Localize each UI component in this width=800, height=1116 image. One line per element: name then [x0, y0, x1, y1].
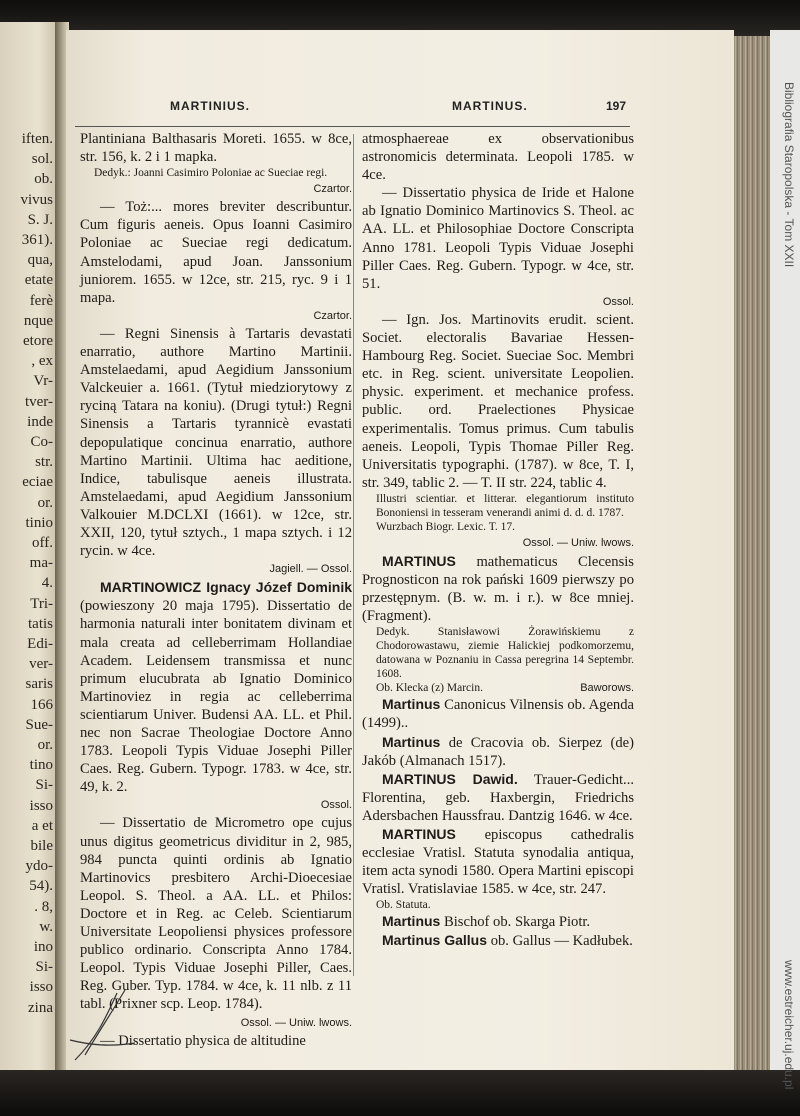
- left-page-fragment: ydo-: [25, 858, 53, 875]
- left-page-fragment: str.: [35, 454, 53, 471]
- left-page-fragment: . 8,: [34, 898, 53, 915]
- entry-text: ob. Gallus — Kadłubek.: [490, 933, 633, 950]
- left-page-fragment: tino: [29, 757, 53, 774]
- library-sigla: Jagiell. — Ossol.: [269, 563, 352, 576]
- running-head-center: MARTINUS.: [452, 99, 528, 113]
- entry-text: mathematicus Clecensis Prognosticon na rok pański 1609 pierwszy po przestępnym. (B. w. m. i r.). w 8ce mniej. (Fragment).: [362, 553, 634, 625]
- left-page-fragment: w.: [39, 918, 53, 935]
- left-page-fragment: ino: [33, 939, 53, 955]
- left-page-fragment: 361).: [21, 232, 53, 248]
- side-label-title: Bibliografia Staropolska - Tom XXII: [782, 82, 796, 268]
- left-page-fragment: nque: [23, 312, 53, 329]
- library-sigla: Ossol. — Uniw. lwows.: [240, 1016, 352, 1029]
- entry-heading: Martinus: [382, 696, 441, 713]
- entry-text: atmosphaereae ex observationibus astronomicis determinata. Leopoli 1785. w 4ce.: [362, 131, 634, 184]
- dedication: Dedyk. Stanisławowi Żorawińskiemu z Chodorowastawu, ziemie Halickiej podkomorzemu, datowana w Poznaniu in Cassa peregrina 14 Septembr. 1608.: [376, 626, 634, 681]
- left-page-fragment: ferè: [29, 292, 53, 309]
- left-page-fragment: Vr-: [33, 373, 53, 390]
- reference: Wurzbach Biogr. Lexic. T. 17.: [376, 520, 515, 533]
- library-sigla: Ossol. — Uniw. lwows.: [522, 536, 634, 549]
- entry-heading: MARTINUS: [382, 552, 456, 569]
- library-sigla: Czartor.: [313, 309, 352, 322]
- left-page-fragment: Si-: [35, 777, 53, 794]
- left-page-fragment: Tri-: [30, 595, 53, 612]
- entry-text: — Regni Sinensis à Tartaris devastati enarratio, authore Martino Martinii. Amstelaedami, apud Aegidium Janssonium Valckeuier a. 1661. (Tytuł miedziorytowy z ryciną Tatara na koniu). (Drugi tytuł:) Regni Sinensis a Tartaris tyrannicè evastati depopulatique concinua enarratio, authore Martino Martinii. Ultima hac aeditione, Indice, tabulisque aeneis illustrata. Amstelaedami, apud Aegidium Janssonium Valkouier M.DCLXI (1661). w 12ce, str. XXII, 120, tytuł sztych., 1 mapa sztych. i 12 rycin. w 4ce.: [80, 325, 352, 560]
- page-number: 197: [606, 99, 627, 113]
- reference: Ob. Klecka (z) Marcin.: [376, 682, 483, 695]
- column-left: [80, 130, 352, 1050]
- library-sigla: Czartor.: [313, 183, 352, 196]
- left-page-fragment: qua,: [27, 252, 53, 269]
- side-label-url: www.estreicher.uj.edu.pl: [782, 960, 796, 1090]
- left-page-fragment: 54).: [29, 878, 53, 895]
- dedication: Dedyk.: Joanni Casimiro Poloniae ac Sueciae regi.: [94, 167, 328, 180]
- left-page-fragment: ver-: [29, 656, 53, 673]
- left-page-fragment: off.: [32, 535, 53, 551]
- left-page-fragment: inde: [27, 413, 53, 430]
- left-page-fragment: tver-: [24, 393, 53, 410]
- header-rule: [75, 126, 630, 127]
- entry-text: episcopus cathedralis ecclesiae Vratisl. Statuta synodalia antiqua, item acta synodi 1580. Opera Martini episcopi Vratisl. Vratislaviae 1585. w 4ce, str. 247.: [362, 827, 634, 898]
- reference: Ob. Statuta.: [376, 899, 431, 912]
- left-page-fragment: isso: [29, 979, 53, 996]
- entry-heading: Martinus Gallus: [382, 932, 488, 949]
- left-page-fragment: iften.: [21, 131, 53, 147]
- left-page-fragment: zina: [28, 999, 53, 1016]
- left-page-fragment: sol.: [31, 151, 53, 168]
- left-page-fragment: vivus: [20, 191, 53, 208]
- running-head-left: MARTINIUS.: [170, 99, 250, 113]
- book-background-bottom: [0, 1070, 800, 1116]
- library-sigla: Ossol.: [602, 295, 634, 308]
- left-page-fragment: tinio: [25, 514, 53, 531]
- left-page-fragment: isso: [29, 797, 53, 814]
- left-facing-page: [0, 22, 55, 1070]
- left-page-fragment: Si-: [35, 959, 53, 976]
- left-page-fragment: ob.: [34, 171, 53, 188]
- entry-text: — Dissertatio physica de altitudine: [100, 1032, 306, 1049]
- left-page-fragment: tatis: [28, 615, 53, 632]
- entry-text: Plantiniana Balthasaris Moreti. 1655. w 8ce, str. 156, k. 2 i 1 mapka.: [80, 131, 352, 166]
- left-page-fragment: or.: [37, 494, 53, 511]
- entry-text: — Dissertatio de Micrometro ope cujus unus digitus geometricus dividitur in 2, 985, 984 puncta quinti ordinis ab Ignatio Martinovics presbitero Archi-Dioecesiae Leopol. S. Theol. a AA. LL. et Philos: Doctore et in Reg. ac Celeb. Scientiarum Universitate Leopoliensi physices professore publico ordinario. Conscripta Anno 1784. Leopol. Typis Viduae Josephi Piller, Caes. Reg. Guber. Typ. 1784. w 4ce, k. 11 nlb. z 11 tabl. (Prixner scp. Leop. 1784).: [80, 815, 352, 1013]
- entry-text: Bischof ob. Skarga Piotr.: [444, 914, 591, 931]
- entry-text: — Toż:... mores breviter describuntur. Cum figuris aeneis. Opus Ioanni Casimiro Poloniae ac Sueciae regi dedicatum. Amstelodami, apud Joan. Janssonium juniorem. 1655. w 12ce, str. 215, ryc. 9 i 1 mapa.: [80, 199, 352, 306]
- left-page-fragment: a et: [31, 817, 53, 834]
- entry-text: Canonicus Vilnensis ob. Agenda (1499)..: [362, 697, 634, 732]
- left-page-fragment: bile: [30, 838, 53, 854]
- entry-text: (powieszony 20 maja 1795). Dissertatio de harmonia naturali inter bonitatem divinam et mala creata ad celleberrimam Hollandiae Academ. Leidensem transmissa et nunc primum elucubrata ab Ignatio Dominico Martinoviez in regia ac celleberrima scientiarum Univer. Budensi AA. LL. et Phil. nec non Sacrae Theologiae Doctore Anno 1783. Leopoli Typis Viduae Josephi Piller Caes. Reg. Gubern. Typogr. 1783. w 4ce, str. 49, k. 2.: [80, 598, 352, 796]
- left-page-fragment: S. J.: [27, 211, 53, 228]
- reference-line: [376, 681, 634, 695]
- library-sigla: Baworows.: [580, 682, 634, 695]
- library-sigla: Ossol.: [320, 799, 352, 812]
- dedication: Illustri scientiar. et litterar. elegantiorum instituto Bononiensi in tesseram venerandi animi d. d. d. 1787.: [376, 492, 634, 519]
- left-page-fragment: Sue-: [25, 716, 53, 733]
- left-page-fragment: etate: [24, 272, 53, 289]
- left-page-fragment: eciae: [22, 474, 53, 491]
- page-edges: [734, 36, 770, 1070]
- entry-text: — Ign. Jos. Martinovits erudit. scient. Societ. electoralis Bavariae Hessen-Hambourg Reg. Societ. Sueciae Soc. Membri etc. in Reg. scient. universitate Leopolien. physic. experiment. et mechanice profess. public. ord. Praelectiones Physicae experimentalis. Tomus primus. Cum tabulis aeneis. Leopoli, Typis Thomae Piller Reg. Universitatis typographi. (1787). w 8ce, T. I, str. 349, tablic 2. — T. II str. 224, tablic 4.: [362, 311, 634, 491]
- column-divider: [353, 134, 354, 976]
- entry-heading: Martinus: [382, 733, 441, 750]
- left-page-fragment: 166: [30, 696, 53, 713]
- entry-heading: MARTINOWICZ Ignacy Józef Dominik: [100, 579, 352, 596]
- left-page-fragment: or.: [37, 737, 53, 753]
- entry-heading: MARTINUS: [382, 826, 456, 842]
- entry-text: de Cracovia ob. Sierpez (de) Jakób (Almanach 1517).: [362, 734, 634, 769]
- entry-heading: MARTINUS Dawid.: [382, 770, 518, 787]
- left-page-fragment: ma-: [29, 555, 53, 572]
- left-page-fragment: Edi-: [27, 636, 53, 652]
- pencil-mark: [55, 985, 145, 1065]
- left-page-fragment: 4.: [41, 575, 53, 592]
- left-page-fragment: etore: [23, 333, 53, 349]
- column-right: [362, 130, 634, 951]
- left-page-fragment: , ex: [31, 353, 53, 370]
- left-page-fragment: saris: [25, 676, 53, 693]
- left-page-fragment: Co-: [30, 434, 53, 450]
- entry-text: Trauer-Gedicht... Florentina, geb. Haxbergin, Friedrichs Adersbachen Haussfrau. Dantzig 1646. w 4ce.: [362, 771, 634, 824]
- entry-heading: Martinus: [382, 913, 441, 930]
- entry-text: — Dissertatio physica de Iride et Halone ab Ignatio Dominico Martinovics S. Theol. ac AA. LL. et Philosophiae Doctore Conscripta Anno 1781. Leopoli Typis Viduae Josephi Piller Caes. Reg. Gubern. Typogr. w 4ce, str. 51.: [362, 185, 634, 292]
